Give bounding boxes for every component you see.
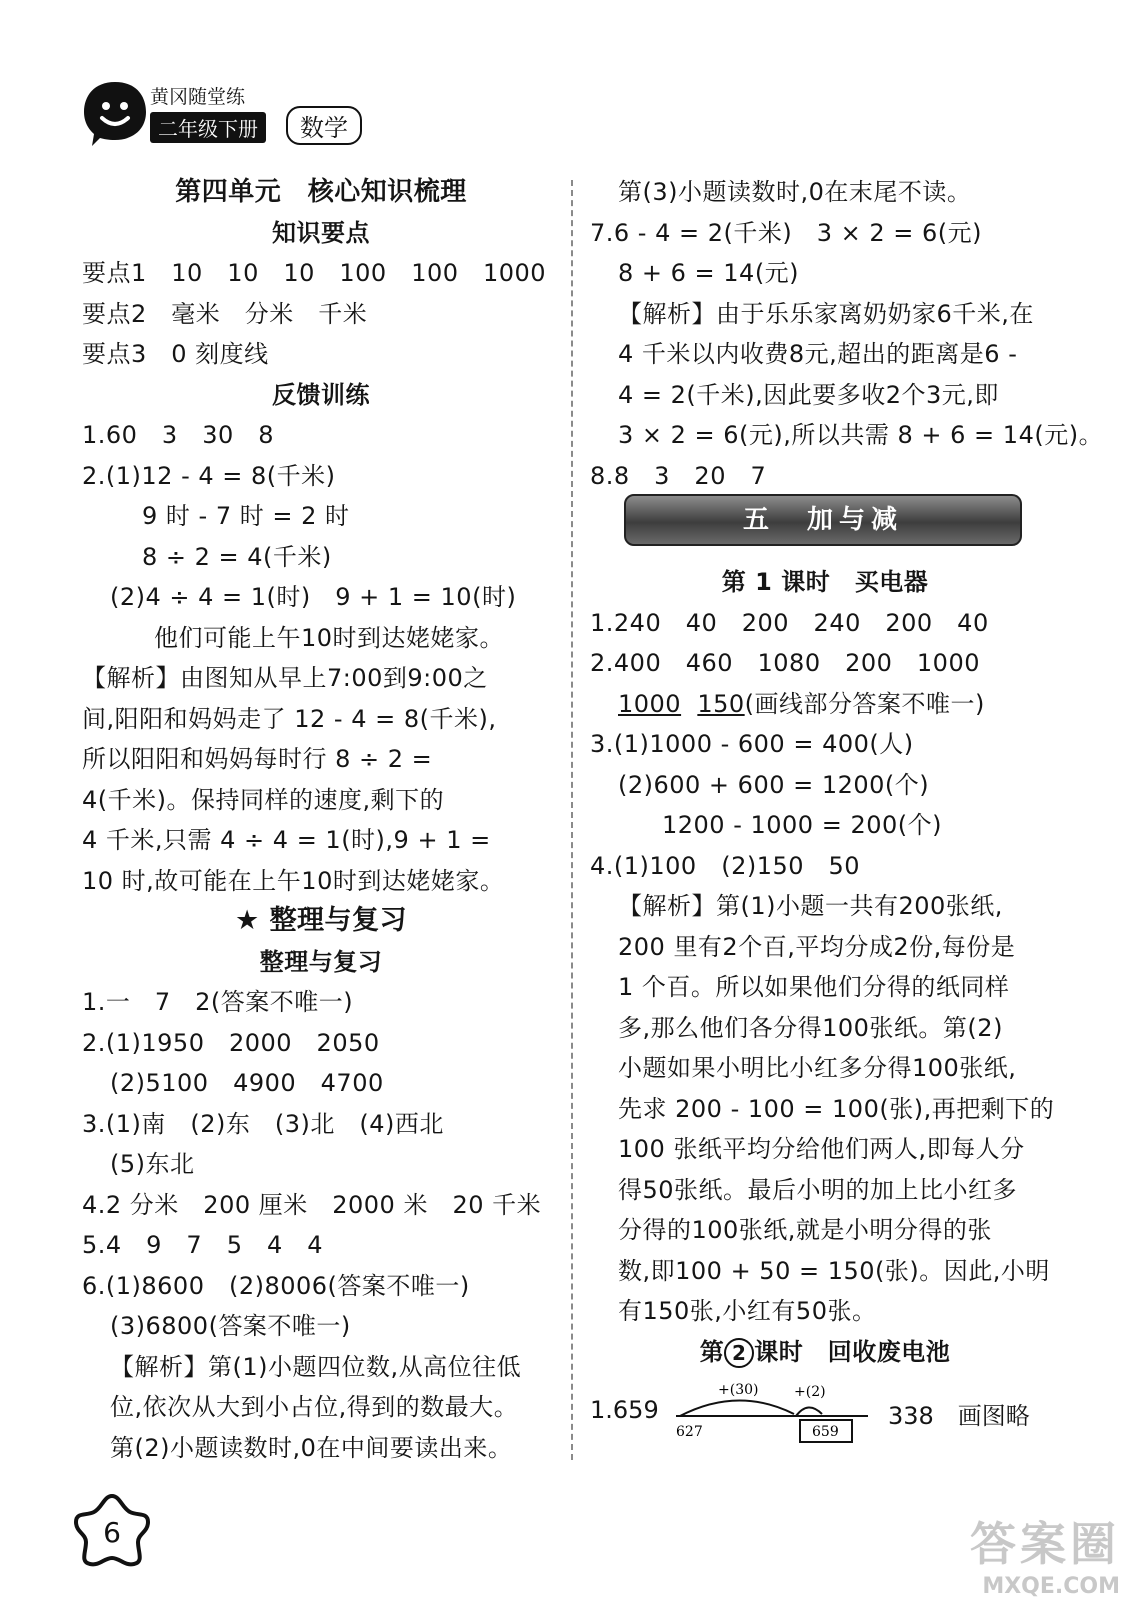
explanation-line: 所以阳阳和妈妈每时行 8 ÷ 2 = — [82, 745, 433, 773]
answer-line: 6.(1)8600 (2)8006(答案不唯一) — [82, 1271, 470, 1300]
answer-line: 9 时 - 7 时 = 2 时 — [142, 502, 350, 530]
smiley-logo-icon — [80, 78, 150, 148]
star-icon: ★ — [234, 905, 260, 936]
lesson-2-title — [590, 1332, 1060, 1373]
page-number: 6 — [103, 1516, 121, 1549]
review-banner-label: 整理与复习 — [269, 905, 408, 936]
lesson-number-badge: 2 — [724, 1338, 754, 1368]
answer-line: 1200 - 1000 = 200(个) — [662, 811, 942, 839]
left-column — [82, 172, 560, 1468]
review-banner — [82, 901, 560, 942]
watermark-en: MXQE.COM — [982, 1574, 1120, 1599]
answer-line: 1.659 — [590, 1396, 659, 1424]
point-3: 要点3 0 刻度线 — [82, 340, 269, 368]
explanation-line: 位,依次从大到小占位,得到的数最大。 — [110, 1393, 519, 1421]
explanation-line: 【解析】第(1)小题四位数,从高位往低 — [110, 1352, 522, 1381]
answer-line: 2.(1)12 - 4 = 8(千米) — [82, 461, 336, 490]
answer-line: (2)600 + 600 = 1200(个) — [618, 770, 930, 799]
answer-line: 1.一 7 2(答案不唯一) — [82, 988, 354, 1016]
explanation-line: 3 × 2 = 6(元),所以共需 8 + 6 = 14(元)。 — [618, 421, 1104, 449]
answer-line: 3.(1)1000 - 600 = 400(人) — [590, 730, 914, 758]
explanation-line: 第(3)小题读数时,0在末尾不读。 — [618, 178, 972, 206]
lesson-2-suffix: 课时 回收废电池 — [754, 1337, 951, 1366]
grade-label: 二年级下册 — [150, 112, 266, 143]
points-title: 知识要点 — [272, 218, 370, 247]
answer-line: 5.4 9 7 5 4 4 — [82, 1231, 324, 1259]
explanation-line: 4 千米,只需 4 ÷ 4 = 1(时),9 + 1 = — [82, 826, 491, 854]
point-2: 要点2 毫米 分米 千米 — [82, 299, 368, 328]
answer-line: 7.6 - 4 = 2(千米) 3 × 2 = 6(元) — [590, 218, 982, 247]
lesson-1-title: 第 1 课时 买电器 — [721, 568, 929, 596]
explanation-line: 10 时,故可能在上午10时到达姥姥家。 — [82, 866, 505, 895]
explanation-line: 1 个百。所以如果他们分得的纸同样 — [618, 973, 1010, 1001]
explanation-line: 200 里有2个百,平均分成2份,每份是 — [618, 932, 1016, 961]
explanation-line: 【解析】由图知从早上7:00到9:00之 — [82, 664, 488, 692]
answer-line: 8.8 3 20 7 — [590, 461, 767, 490]
answer-line: 338 画图略 — [888, 1402, 1030, 1430]
book-header — [80, 78, 380, 160]
answer-line: 1.240 40 200 240 200 40 — [590, 608, 989, 637]
explanation-line: 【解析】由于乐乐家离奶奶家6千米,在 — [618, 299, 1034, 328]
jump-end-label: 659 — [812, 1424, 839, 1440]
answer-note: (画线部分答案不唯一) — [744, 689, 985, 718]
page-number-star-icon — [72, 1490, 152, 1570]
subject-label: 数学 — [286, 106, 362, 145]
explanation-line: 间,阳阳和妈妈走了 12 - 4 = 8(千米), — [82, 704, 497, 733]
answer-line: (2)5100 4900 4700 — [110, 1069, 384, 1097]
feedback-title: 反馈训练 — [272, 380, 370, 409]
underlined-answer: 1000 — [618, 689, 682, 718]
explanation-line: 【解析】第(1)小题一共有200张纸, — [618, 892, 1003, 920]
answer-line: (3)6800(答案不唯一) — [110, 1312, 351, 1340]
underlined-answer: 150 — [697, 689, 745, 718]
explanation-line: 得50张纸。最后小明的加上比小红多 — [618, 1175, 1018, 1204]
answer-line: 4.2 分米 200 厘米 2000 米 20 千米 — [82, 1190, 542, 1219]
answer-line: 1.60 3 30 8 — [82, 421, 275, 449]
answer-line: 8 + 6 = 14(元) — [618, 259, 800, 287]
explanation-line: 分得的100张纸,就是小明分得的张 — [618, 1216, 992, 1244]
answer-line: 2.(1)1950 2000 2050 — [82, 1028, 380, 1057]
jump-number-line — [672, 1376, 872, 1446]
explanation-line: 小题如果小明比小红多分得100张纸, — [618, 1054, 1017, 1082]
answer-line: 2.400 460 1080 200 1000 — [590, 649, 980, 677]
answer-line: (5)东北 — [110, 1150, 195, 1178]
answer-line: 3.(1)南 (2)东 (3)北 (4)西北 — [82, 1109, 444, 1138]
answer-line: 4.(1)100 (2)150 50 — [590, 851, 861, 880]
unit-5-banner: 五 加与减 — [624, 494, 1022, 546]
explanation-line: 先求 200 - 100 = 100(张),再把剩下的 — [618, 1094, 1055, 1123]
answer-line — [590, 684, 1060, 725]
explanation-line: 4 = 2(千米),因此要多收2个3元,即 — [618, 380, 999, 409]
explanation-line: 100 张纸平均分给他们两人,即每人分 — [618, 1135, 1025, 1163]
jump-arc-1 — [680, 1400, 794, 1416]
explanation-line: 4(千米)。保持同样的速度,剩下的 — [82, 785, 445, 814]
jump-start-label: 627 — [676, 1424, 703, 1440]
column-divider — [571, 180, 573, 1460]
explanation-line: 数,即100 + 50 = 150(张)。因此,小明 — [618, 1256, 1050, 1285]
answer-line: (2)4 ÷ 4 = 1(时) 9 + 1 = 10(时) — [110, 583, 517, 611]
right-column-bottom — [590, 562, 1060, 1372]
explanation-line: 多,那么他们各分得100张纸。第(2) — [618, 1013, 1003, 1042]
answer-line: 他们可能上午10时到达姥姥家。 — [154, 623, 505, 652]
lesson-2-prefix: 第 — [699, 1337, 725, 1366]
jump-arc-2 — [796, 1407, 822, 1416]
review-title: 整理与复习 — [259, 947, 383, 976]
series-name: 黄冈随堂练 — [150, 86, 246, 108]
explanation-line: 有150张,小红有50张。 — [618, 1297, 877, 1325]
answer-line: 8 ÷ 2 = 4(千米) — [142, 542, 332, 571]
explanation-line: 4 千米以内收费8元,超出的距离是6 - — [618, 340, 1018, 368]
watermark-cn: 答案圈 — [970, 1517, 1120, 1571]
site-watermark — [930, 1508, 1120, 1599]
explanation-line: 第(2)小题读数时,0在中间要读出来。 — [110, 1433, 513, 1462]
jump-label-2: +(2) — [794, 1384, 826, 1400]
jump-label-1: +(30) — [718, 1382, 759, 1398]
point-1: 要点1 10 10 10 100 100 1000 — [82, 259, 547, 287]
right-column-top — [590, 172, 1104, 496]
unit-title: 第四单元 核心知识梳理 — [175, 177, 467, 207]
